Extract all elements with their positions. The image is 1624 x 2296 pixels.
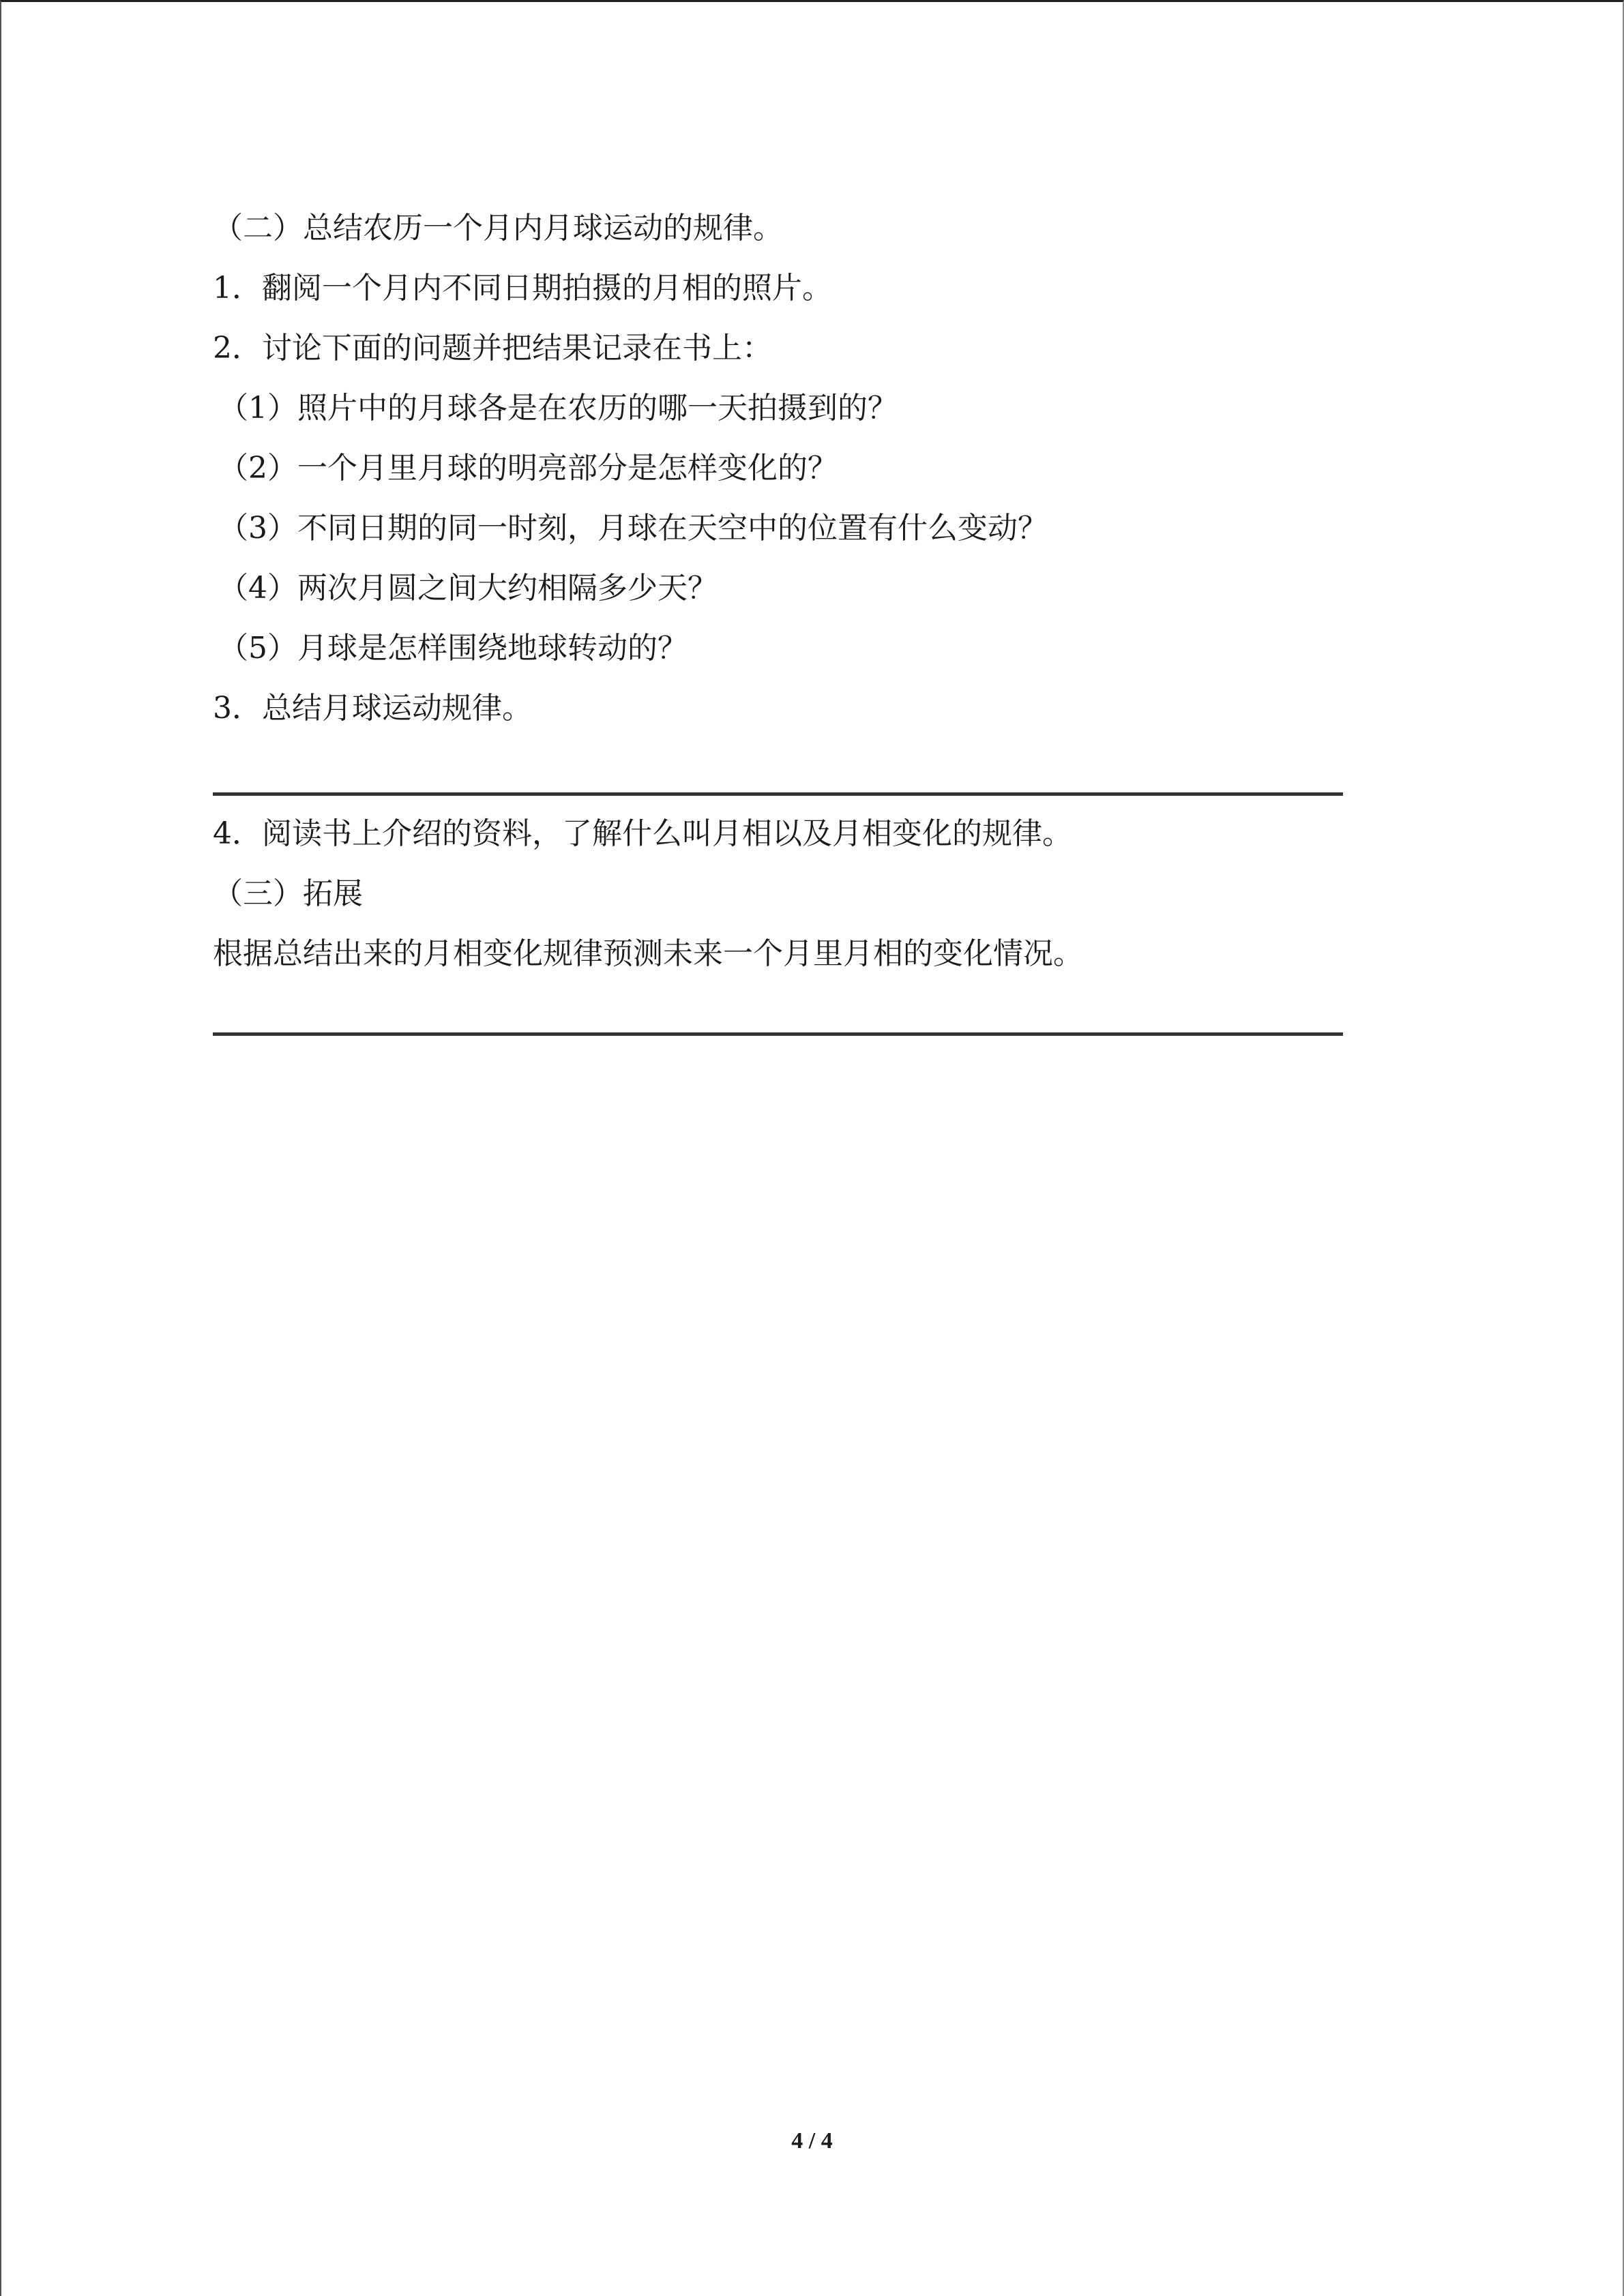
question-1: （1）照片中的月球各是在农历的哪一天拍摄到的？ bbox=[218, 391, 898, 426]
step-4: 4．阅读书上介绍的资料，了解什么叫月相以及月相变化的规律。 bbox=[213, 816, 1072, 851]
step-2: 2．讨论下面的问题并把结果记录在书上： bbox=[213, 331, 772, 366]
answer-line-2 bbox=[213, 1032, 1343, 1036]
question-4: （4）两次月圆之间大约相隔多少天？ bbox=[218, 571, 718, 606]
question-2: （2）一个月里月球的明亮部分是怎样变化的？ bbox=[218, 451, 838, 486]
answer-line-1 bbox=[213, 792, 1343, 796]
step-3: 3．总结月球运动规律。 bbox=[213, 691, 532, 726]
section-heading-extension: （三）拓展 bbox=[213, 876, 363, 911]
question-3: （3）不同日期的同一时刻，月球在天空中的位置有什么变动？ bbox=[218, 511, 1048, 546]
step-1: 1．翻阅一个月内不同日期拍摄的月相的照片。 bbox=[213, 271, 832, 305]
extension-task: 根据总结出来的月相变化规律预测未来一个月里月相的变化情况。 bbox=[213, 936, 1083, 971]
page-number: 4 / 4 bbox=[791, 2128, 833, 2153]
section-heading-summary: （二）总结农历一个月内月球运动的规律。 bbox=[213, 211, 783, 245]
question-5: （5）月球是怎样围绕地球转动的？ bbox=[218, 631, 688, 666]
